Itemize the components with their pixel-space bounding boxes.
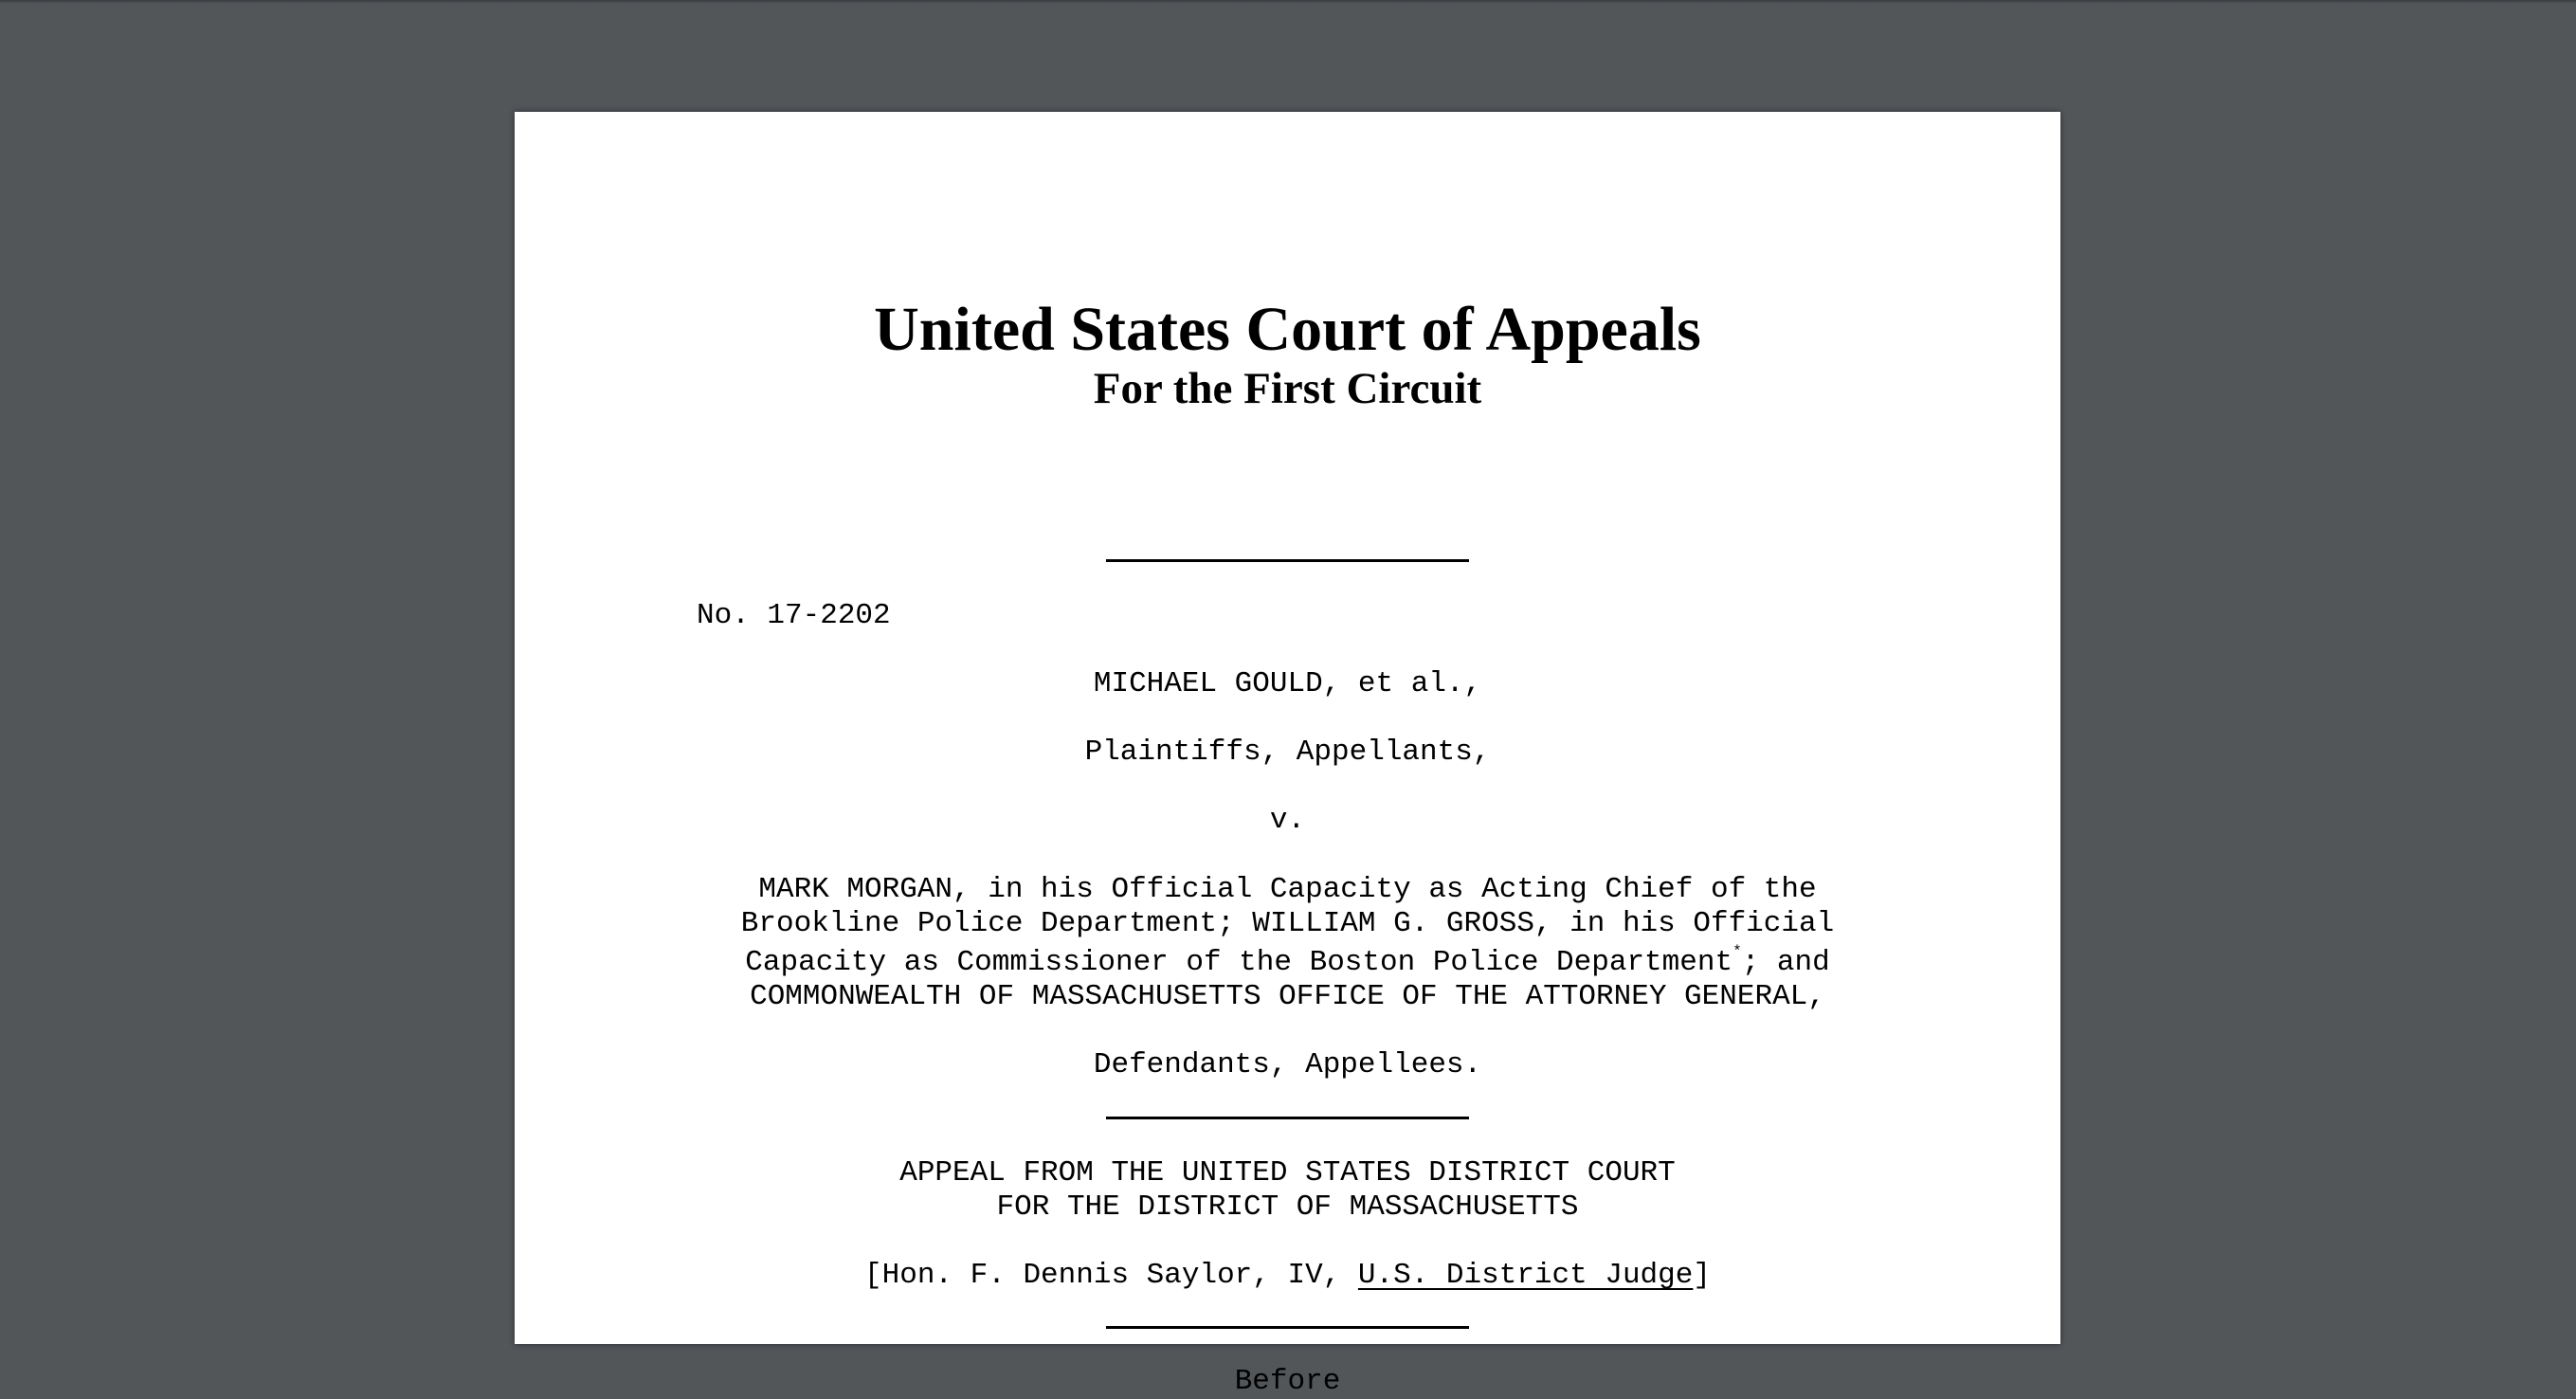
defendants-line-3-text: Capacity as Commissioner of the Boston Police Department (745, 946, 1733, 979)
plaintiffs-role: Plaintiffs, Appellants, (1084, 736, 1491, 769)
before-heading: Before (1234, 1365, 1341, 1398)
defendants-role: Defendants, Appellees. (1093, 1048, 1482, 1081)
divider-rule-3 (1106, 1326, 1469, 1329)
judge-prefix: [Hon. F. Dennis Saylor, IV, (864, 1259, 1358, 1292)
defendants-line-2: Brookline Police Department; WILLIAM G. GROSS, in his Official (740, 907, 1835, 940)
circuit-subtitle: For the First Circuit (1093, 364, 1482, 413)
defendants-line-4: COMMONWEALTH OF MASSACHUSETTS OFFICE OF THE ATTORNEY GENERAL, (750, 980, 1825, 1013)
appeal-line-2: FOR THE DISTRICT OF MASSACHUSETTS (996, 1190, 1579, 1224)
appeal-line-1: APPEAL FROM THE UNITED STATES DISTRICT COURT (899, 1156, 1676, 1190)
divider-rule-1 (1106, 559, 1469, 562)
district-judge (515, 1259, 2060, 1293)
defendants-line-3 (515, 942, 2060, 980)
judge-suffix: ] (1693, 1259, 1711, 1292)
viewer-top-shadow (0, 0, 2576, 4)
defendants-line-3-tail: ; and (1741, 946, 1830, 979)
docket-number: No. 17-2202 (697, 599, 891, 632)
versus: v. (1269, 804, 1306, 837)
judge-title: U.S. District Judge (1357, 1259, 1694, 1292)
plaintiffs-name: MICHAEL GOULD, et al., (1093, 667, 1482, 700)
document-page (515, 112, 2060, 1398)
court-title: United States Court of Appeals (874, 295, 1701, 364)
divider-rule-2 (1106, 1117, 1469, 1119)
defendants-line-1: MARK MORGAN, in his Official Capacity as Acting Chief of the (758, 873, 1817, 906)
footnote-marker[interactable]: * (1732, 942, 1742, 960)
